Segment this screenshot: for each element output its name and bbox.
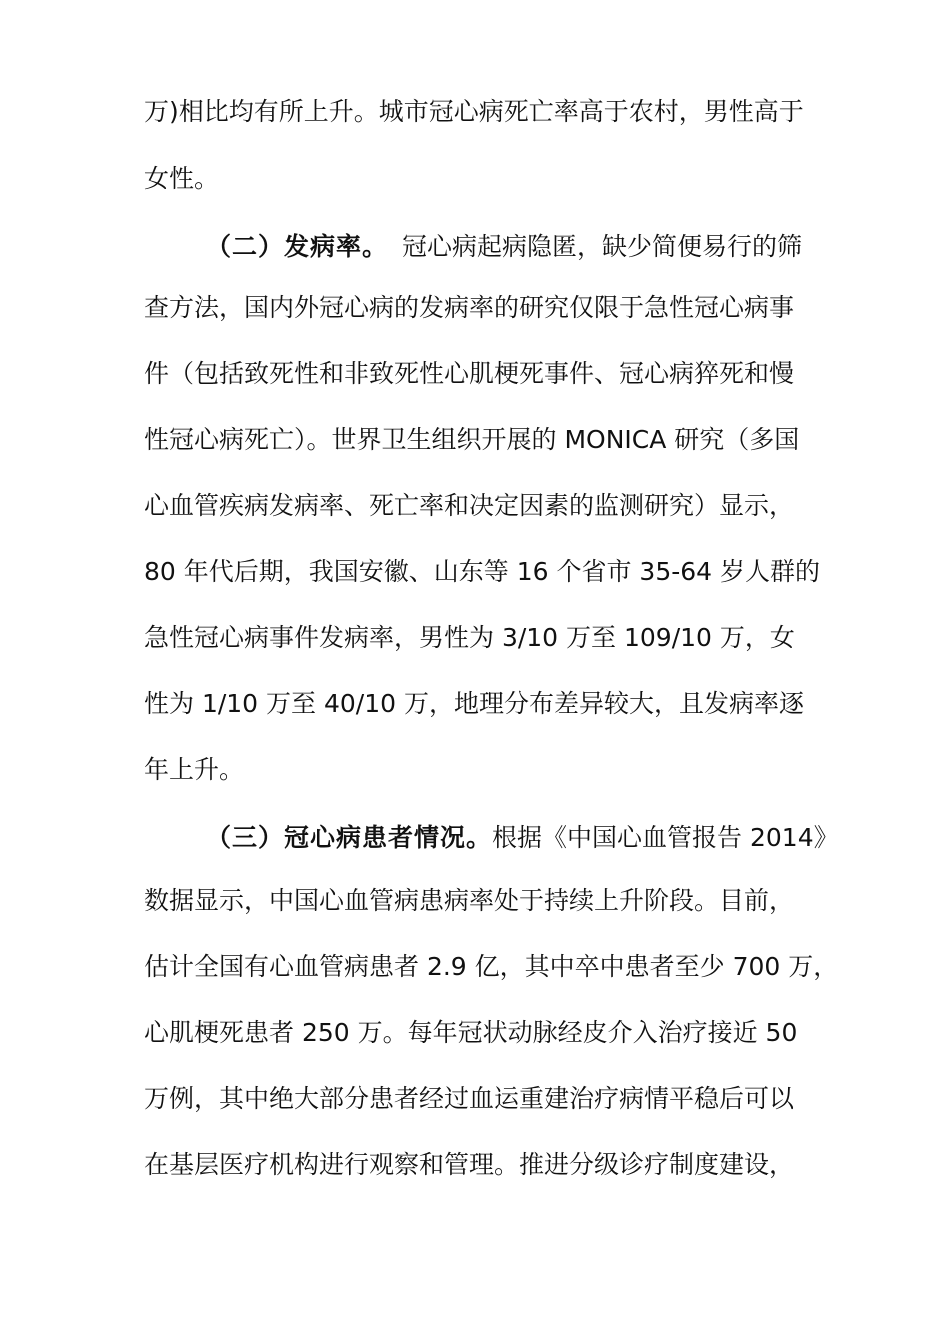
text-line-9: 性为 1/10 万至 40/10 万，地理分布差异较大，且发病率逐 xyxy=(144,689,804,718)
text-line-10: 年上升。 xyxy=(144,755,245,784)
text-line-14: 万例，其中绝大部分患者经过血运重建治疗病情平稳后可以 xyxy=(144,1084,795,1113)
text-line-5: 性冠心病死亡）。世界卫生组织开展的 MONICA 研究（多国 xyxy=(144,425,800,454)
text-line-15: 在基层医疗机构进行观察和管理。推进分级诊疗制度建设， xyxy=(144,1150,795,1179)
section-2-heading: （二）发病率。 xyxy=(206,232,389,261)
text-line-13: 心肌梗死患者 250 万。每年冠状动脉经皮介入治疗接近 50 xyxy=(144,1018,798,1047)
section-2-line xyxy=(206,227,802,267)
section-3-text: 《中国心血管报告 2014》 xyxy=(542,823,839,852)
text-line-1: 万)相比均有所上升。城市冠心病死亡率高于农村，男性高于 xyxy=(144,97,804,126)
text-line-3: 查方法，国内外冠心病的发病率的研究仅限于急性冠心病事 xyxy=(144,293,795,322)
text-line-6: 心血管疾病发病率、死亡率和决定因素的监测研究）显示， xyxy=(144,491,795,520)
text-line-2: 女性。 xyxy=(144,164,220,193)
text-line-12: 估计全国有心血管病患者 2.9 亿，其中卒中患者至少 700 万， xyxy=(144,952,839,981)
text-line-7: 80 年代后期，我国安徽、山东等 16 个省市 35-64 岁人群的 xyxy=(144,557,821,586)
section-2-text: 冠心病起病隐匿，缺少简便易行的筛 xyxy=(402,232,803,261)
text-line-11: 数据显示，中国心血管病患病率处于持续上升阶段。目前， xyxy=(144,886,795,915)
section-3-heading: （三）冠心病患者情况。 xyxy=(206,823,493,852)
text-line-4: 件（包括致死性和非致死性心肌梗死事件、冠心病猝死和慢 xyxy=(144,359,795,388)
section-3-lead: 根据 xyxy=(492,823,543,852)
text-line-8: 急性冠心病事件发病率，男性为 3/10 万至 109/10 万，女 xyxy=(144,623,795,652)
section-3-line xyxy=(206,818,839,858)
